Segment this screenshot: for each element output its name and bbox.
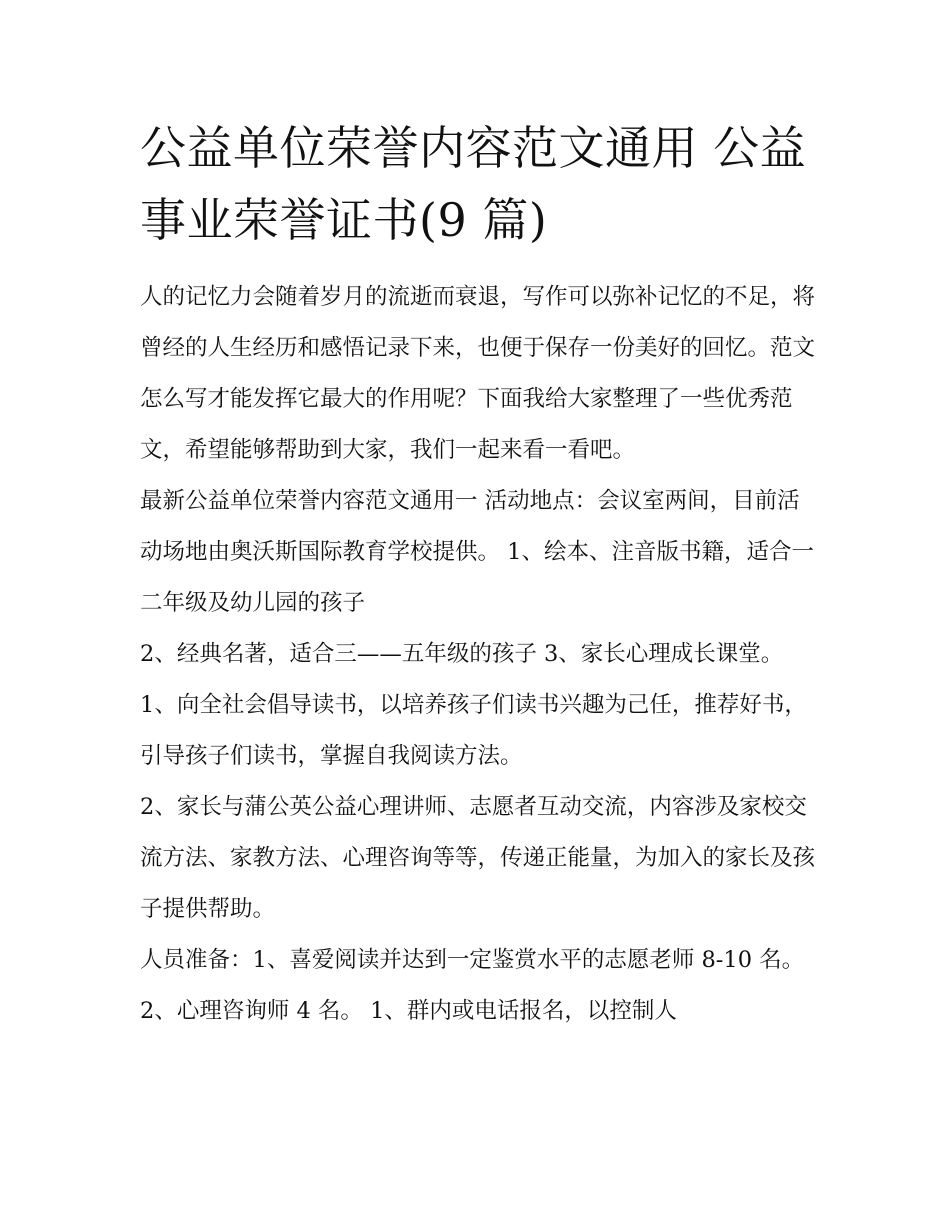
paragraph-parent-exchange: 2、家长与蒲公英公益心理讲师、志愿者互动交流，内容涉及家校交流方法、家教方法、心理咨询等等，传递正能量，为加入的家长及孩子提供帮助。 xyxy=(140,794,816,922)
paragraph-classics: 2、经典名著，适合三——五年级的孩子 3、家长心理成长课堂。 1、向全社会倡导读书，以培养孩子们读书兴趣为己任，推荐好书，引导孩子们读书，掌握自我阅读方法。 xyxy=(140,641,807,769)
paragraph-intro: 人的记忆力会随着岁月的流逝而衰退，写作可以弥补记忆的不足，将曾经的人生经历和感悟记录下来，也便于保存一份美好的回忆。范文怎么写才能发挥它最大的作用呢？下面我给大家整理了一些优秀范文，希望能够帮助到大家，我们一起来看一看吧。 xyxy=(140,284,816,463)
paragraph-activity-location: 最新公益单位荣誉内容范文通用一 活动地点：会议室两间，目前活动场地由奥沃斯国际教育学校提供。 1、绘本、注音版书籍，适合一二年级及幼儿园的孩子 xyxy=(140,488,814,616)
paragraph-staffing: 人员准备：1、喜爱阅读并达到一定鉴赏水平的志愿老师 8-10 名。 2、心理咨询师 4 名。 1、群内或电话报名，以控制人 xyxy=(140,947,805,1024)
document-body xyxy=(140,112,820,1037)
document-title: 公益单位荣誉内容范文通用 公益事业荣誉证书(9 篇) xyxy=(140,121,807,247)
